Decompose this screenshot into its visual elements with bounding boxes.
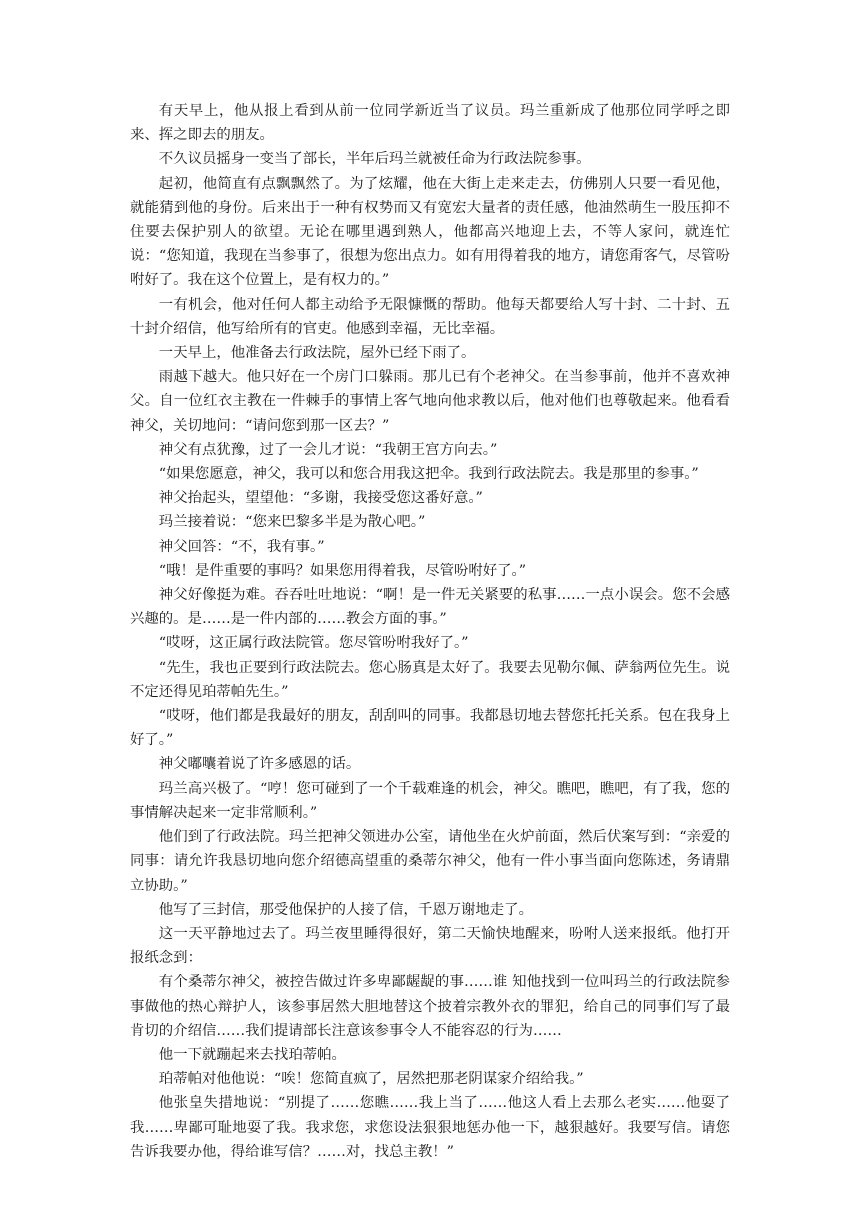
paragraph: 一天早上，他准备去行政法院，屋外已经下雨了。 [158, 345, 476, 362]
paragraph: 这一天平静地过去了。玛兰夜里睡得很好，第二天愉快地醒来，吩咐人送来报纸。他打开报纸念到： [130, 925, 730, 967]
paragraph: 神父有点犹豫，过了一会儿才说：“我朝王宫方向去。” [158, 441, 498, 458]
paragraph: “先生，我也正要到行政法院去。您心肠真是太好了。我要去见勒尔佩、萨翁两位先生。说不定还得见珀蒂帕先生。” [130, 659, 730, 700]
paragraph: 神父回答：“不，我有事。” [158, 538, 325, 555]
paragraph: 他张皇失措地说：“别提了……您瞧……我上当了……他这人看上去那么老实……他耍了我……卑鄙可耻地耍了我。我求您，求您设法狠狠地惩办他一下，越狠越好。我要写信。请您告诉我要办他，得给谁写信？……对，找总主教！” [130, 1095, 730, 1160]
paragraph: “如果您愿意，神父，我可以和您合用我这把伞。我到行政法院去。我是那里的参事。” [158, 466, 699, 483]
paragraph: 他写了三封信，那受他保护的人接了信，千恩万谢地走了。 [158, 901, 533, 918]
story-text [130, 99, 730, 1164]
paragraph: “哦！是件重要的事吗？如果您用得着我，尽管吩咐好了。” [158, 562, 527, 579]
paragraph: 一有机会，他对任何人都主动给予无限慷慨的帮助。他每天都要给人写十封、二十封、五十封介绍信，他写给所有的官吏。他感到幸福，无比幸福。 [130, 296, 730, 337]
newspaper-quote-paragraph: 有个桑蒂尔神父，被控告做过许多卑鄙龌龊的事……谁 知他找到一位叫玛兰的行政法院参事做他的热心辩护人，该参事居然大胆地替这个披着宗教外衣的罪犯，给自己的同事们写了最肯切的介绍信……我们提请部长注意该参事令人不能容忍的行为…… [130, 974, 730, 1039]
paragraph: 雨越下越大。他只好在一个房门口躲雨。那儿已有个老神父。在当参事前，他并不喜欢神父。自一位红衣主教在一件棘手的事情上客气地向他求教以后，他对他们也尊敬起来。他看看神父，关切地问：“请问您到那一区去？” [130, 369, 730, 434]
paragraph: 他们到了行政法院。玛兰把神父领进办公室，请他坐在火炉前面，然后伏案写到：“亲爱的同事：请允许我恳切地向您介绍德高望重的桑蒂尔神父，他有一件小事当面向您陈述，务请鼎立协助。” [130, 829, 730, 894]
paragraph: “哎呀，他们都是我最好的朋友，刮刮叫的同事。我都恳切地去替您托托关系。包在我身上好了。” [130, 708, 730, 749]
paragraph: 起初，他简直有点飘飘然了。为了炫耀，他在大街上走来走去，仿佛别人只要一看见他，就能猜到他的身份。后来出于一种有权势而又有宽宏大量者的责任感，他油然萌生一股压抑不住要去保护别人的欲望。无论在哪里遇到熟人，他都高兴地迎上去，不等人家问，就连忙说：“您知道，我现在当参事了，很想为您出点力。如有用得着我的地方，请您甭客气，尽管吩咐好了。我在这个位置上，是有权力的。” [130, 175, 730, 289]
paragraph: 神父抬起头，望望他：“多谢，我接受您这番好意。” [158, 490, 483, 507]
paragraph: 玛兰高兴极了。“哼！您可碰到了一个千载难逢的机会，神父。瞧吧，瞧吧，有了我，您的事情解决起来一定非常顺利。” [130, 780, 730, 821]
paragraph: 他一下就蹦起来去找珀蒂帕。 [158, 1046, 346, 1063]
paragraph: 玛兰接着说：“您来巴黎多半是为散心吧。” [158, 514, 426, 531]
paragraph: 不久议员摇身一变当了部长，半年后玛兰就被任命为行政法院参事。 [158, 151, 591, 168]
paragraph: 珀蒂帕对他他说：“唉！您简直疯了，居然把那老阴谋家介绍给我。” [158, 1071, 584, 1088]
paragraph: 有天早上，他从报上看到从前一位同学新近当了议员。玛兰重新成了他那位同学呼之即来、挥之即去的朋友。 [130, 103, 730, 144]
paragraph: “哎呀，这正属行政法院管。您尽管吩咐我好了。” [158, 635, 469, 652]
paragraph: 神父好像挺为难。吞吞吐吐地说：“啊！是一件无关紧要的私事……一点小误会。您不会感兴趣的。是……是一件内部的……教会方面的事。” [130, 587, 730, 628]
paragraph: 神父嘟囔着说了许多感恩的话。 [158, 756, 361, 773]
